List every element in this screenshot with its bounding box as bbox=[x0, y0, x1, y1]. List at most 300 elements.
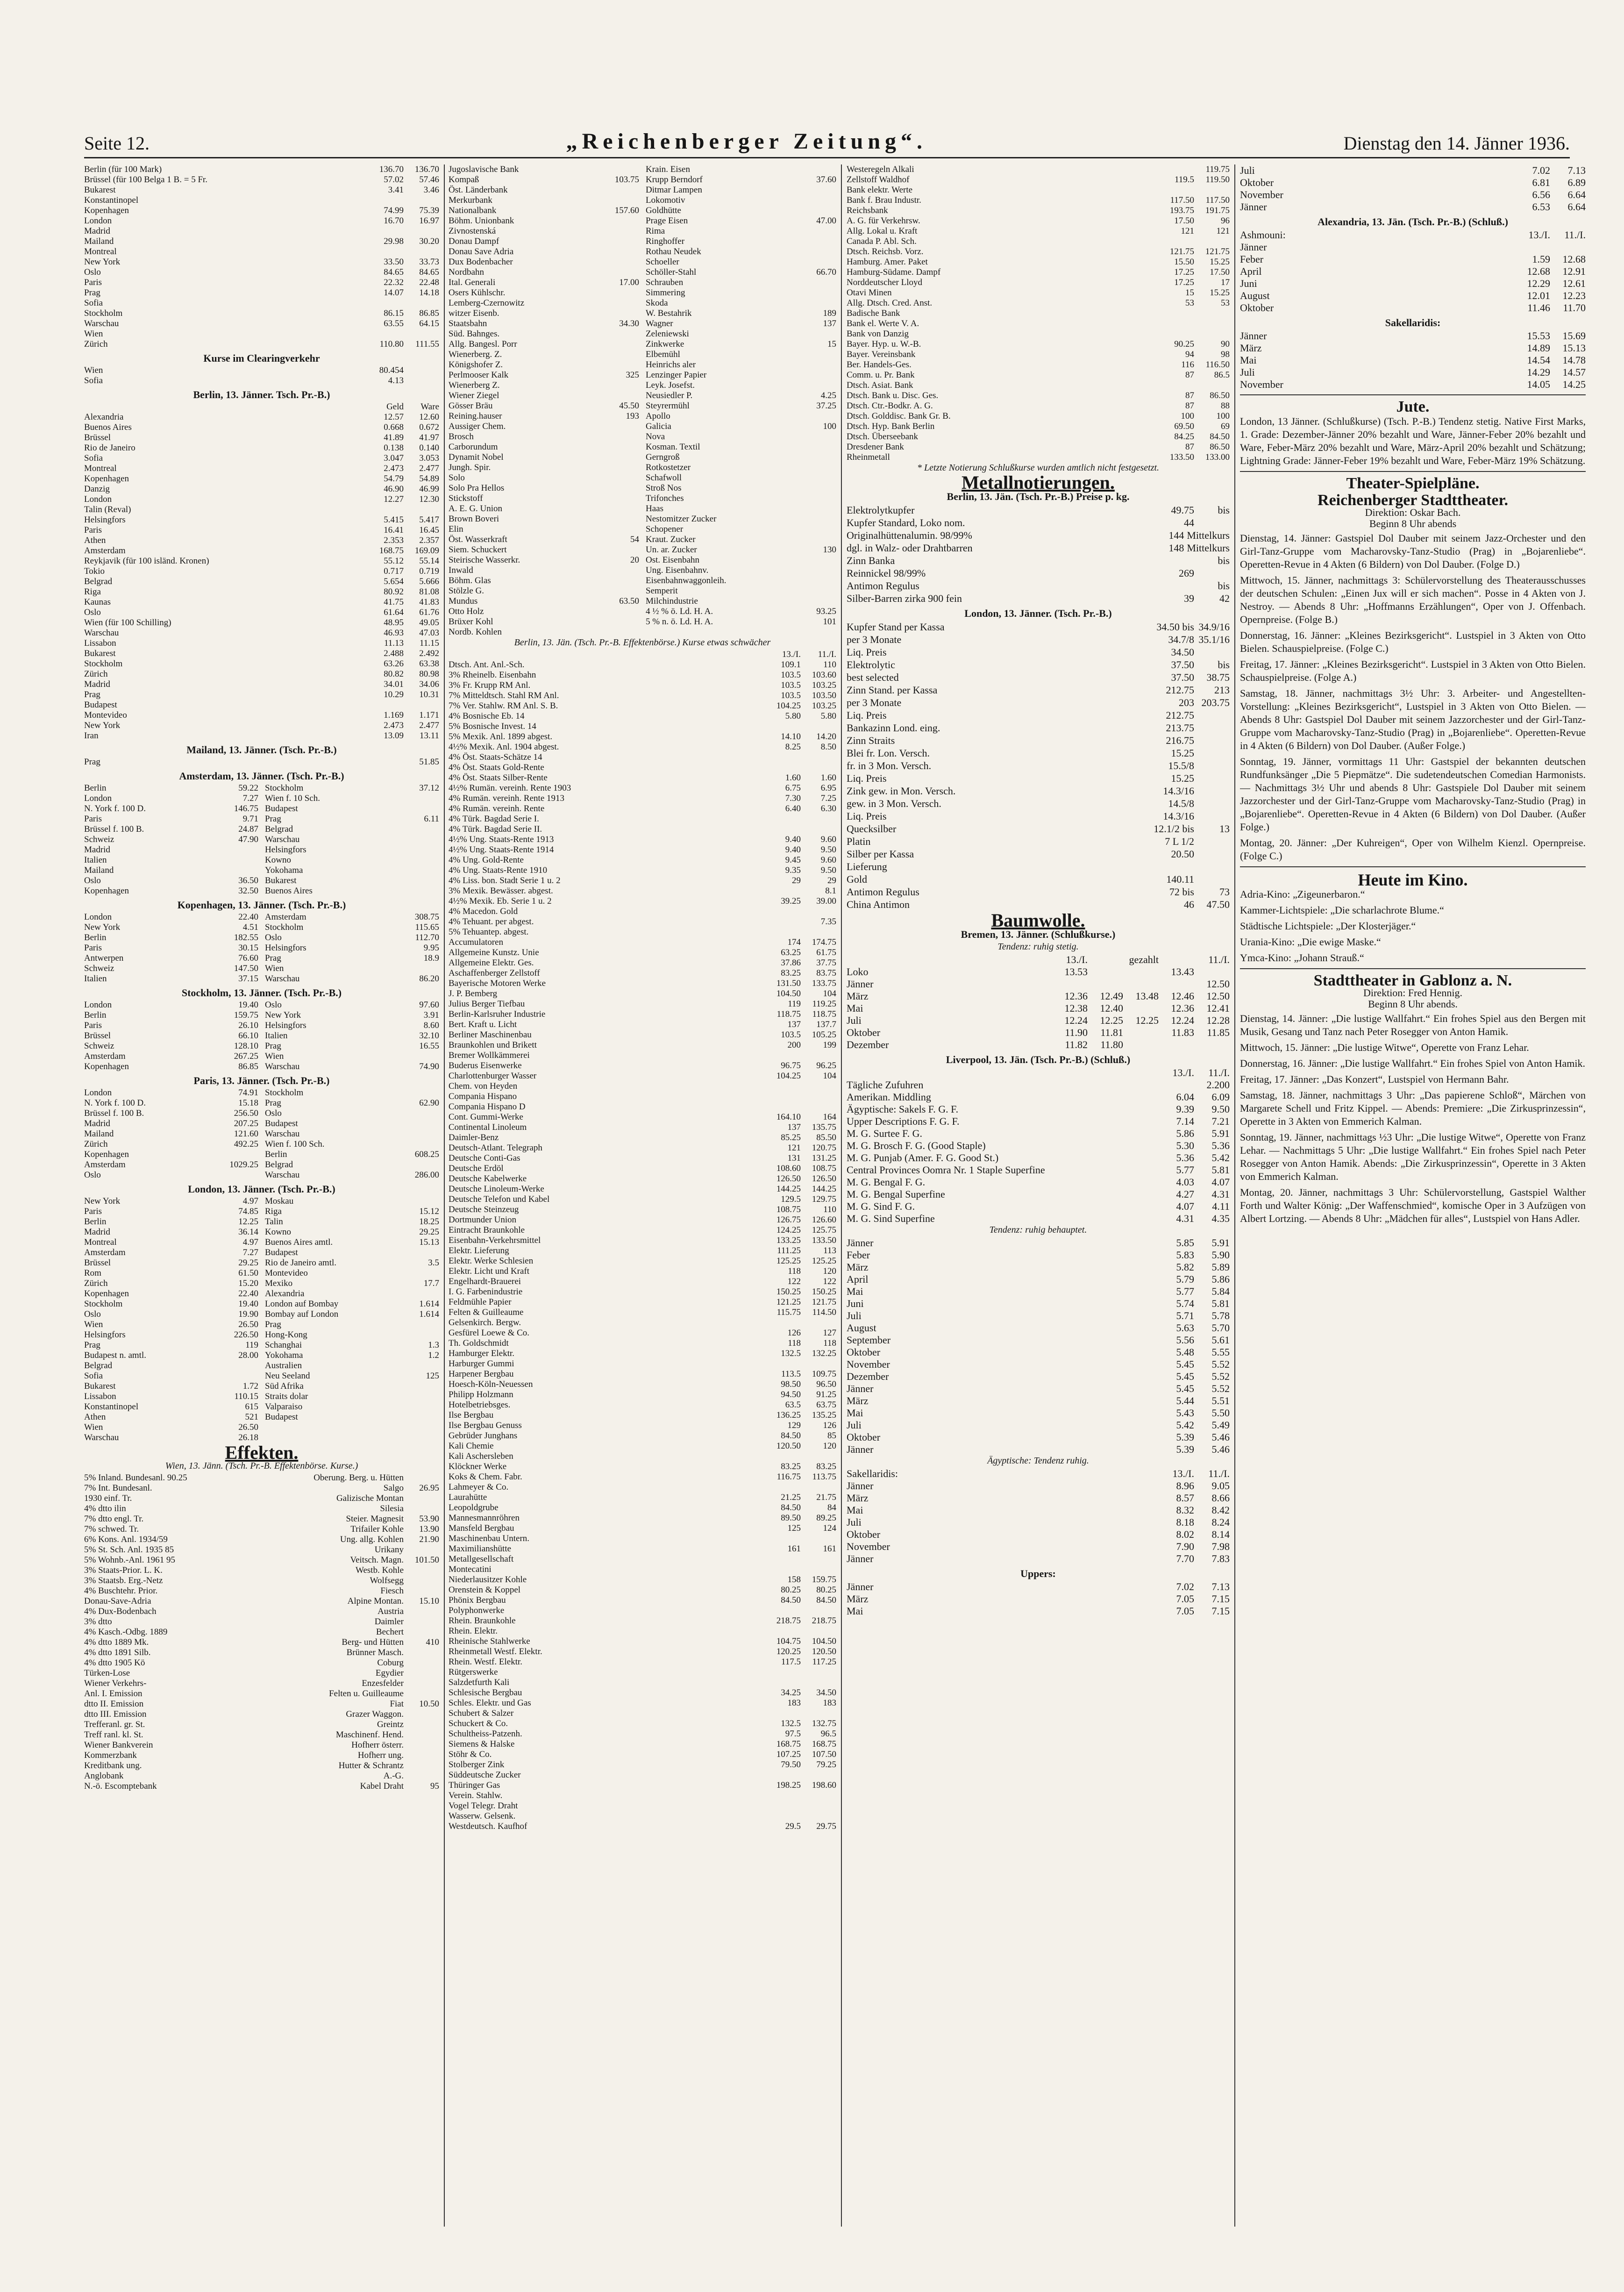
quote-name: Öst. Wasserkraft bbox=[449, 535, 507, 544]
quote-name: dtto II. Emission bbox=[84, 1699, 144, 1709]
quote-name: Rotkostetzer bbox=[646, 463, 691, 472]
quote-table-dual bbox=[84, 1196, 439, 1443]
quote-value: 199 bbox=[823, 1040, 836, 1050]
quote-name: Anglobank bbox=[84, 1771, 124, 1781]
quote-value: 49.75 bbox=[1171, 504, 1194, 516]
quote-value bbox=[801, 1678, 836, 1688]
quote-name: M. G. Surtee F. G. bbox=[847, 1128, 923, 1139]
quote-value: 41.97 bbox=[419, 433, 439, 443]
quote-value bbox=[604, 247, 639, 257]
quote-name: Rütgerswerke bbox=[449, 1667, 498, 1677]
quote-value bbox=[404, 855, 439, 865]
quote-value bbox=[765, 886, 801, 896]
quote-row bbox=[449, 783, 836, 793]
quote-name: Warschau bbox=[265, 1129, 300, 1139]
quote-row bbox=[84, 494, 439, 505]
quote-value: 15.18 bbox=[238, 1098, 258, 1108]
quote-name: Gerngroß bbox=[646, 452, 680, 462]
quote-value: 135.75 bbox=[812, 1122, 836, 1132]
quote-row bbox=[847, 1431, 1230, 1443]
quote-row bbox=[449, 411, 836, 421]
quote-value bbox=[368, 329, 404, 339]
quote-row bbox=[847, 990, 1230, 1002]
quote-value: 29.98 bbox=[384, 236, 404, 246]
quote-row bbox=[847, 1528, 1230, 1541]
quote-value: 0.719 bbox=[419, 566, 439, 576]
quote-name: Julius Berger Tiefbau bbox=[449, 999, 525, 1009]
quote-row bbox=[847, 1310, 1230, 1322]
quote-value bbox=[404, 1381, 439, 1392]
divider bbox=[1240, 968, 1586, 969]
quote-value: 5.81 bbox=[1211, 1298, 1230, 1309]
quote-value: 11./I. bbox=[1208, 954, 1230, 965]
quote-value: 132.25 bbox=[812, 1349, 836, 1358]
paragraph: Städtische Lichtspiele: „Der Klosterjäger.“ bbox=[1240, 920, 1416, 932]
quote-name: Th. Goldschmidt bbox=[449, 1338, 509, 1348]
quote-value: 269 bbox=[1179, 567, 1194, 579]
quote-row bbox=[84, 216, 439, 226]
quote-name: Oslo bbox=[265, 1000, 282, 1010]
paragraph: London, 13 Jänner. (Schlußkurse) (Tsch. P.-B.) Tendenz stetig. Native First Marks, 1. Grade: Dezember-Jänner 20% bezahlt und Ware, Jänner-Feber 20% bezahlt und Ware, Feber-März 20% bezahlt und Ware, März-April 20% bezahlt und Schätzung; Lightning Grade: Jänner-Feber 19% bezahlt und Ware, Feber-März 19% Schätzung. bbox=[1240, 415, 1586, 466]
quote-value: 5.43 bbox=[1176, 1407, 1194, 1419]
quote-value bbox=[801, 752, 836, 763]
quote-value: 46.90 bbox=[384, 484, 404, 494]
quote-value: 121.75 bbox=[1205, 247, 1230, 257]
quote-value bbox=[765, 1801, 801, 1811]
paragraph: Beginn 8 Uhr abends bbox=[1369, 518, 1457, 529]
quote-row bbox=[84, 628, 439, 638]
quote-value: 267.25 bbox=[234, 1051, 258, 1061]
quote-value: 2.473 bbox=[384, 721, 404, 730]
quote-row bbox=[449, 1410, 836, 1421]
quote-name: New York bbox=[84, 1196, 121, 1206]
quote-value: 89.50 bbox=[781, 1513, 801, 1523]
quote-value: 126.60 bbox=[812, 1215, 836, 1225]
quote-name: Zeleniewski bbox=[646, 329, 689, 339]
quote-name: Amsterdam bbox=[84, 546, 126, 556]
quote-row bbox=[84, 329, 439, 339]
quote-name: Cont. Gummi-Werke bbox=[449, 1112, 523, 1122]
quote-row bbox=[84, 1730, 439, 1740]
section-heading: Kopenhagen, 13. Jänner. (Tsch. Pr.-B.) bbox=[177, 899, 346, 911]
quote-value: 159.75 bbox=[812, 1575, 836, 1585]
quote-name: W. Bestahrik bbox=[646, 308, 692, 318]
quote-name: April bbox=[1240, 265, 1262, 277]
quote-value: 12.68 bbox=[1527, 265, 1550, 277]
quote-name: Madrid bbox=[84, 226, 110, 236]
quote-name: Eisenbahnwaggonleih. bbox=[646, 576, 727, 585]
quote-row bbox=[449, 421, 836, 432]
quote-value bbox=[404, 1607, 439, 1617]
quote-row bbox=[449, 216, 836, 226]
quote-table bbox=[847, 1581, 1230, 1617]
quote-name: Oktober bbox=[847, 1346, 881, 1358]
quote-name: Deutsche Kabelwerke bbox=[449, 1174, 527, 1184]
quote-value bbox=[801, 1359, 836, 1369]
quote-row bbox=[84, 1289, 439, 1299]
quote-value: 103.5 bbox=[781, 670, 801, 680]
quote-row bbox=[84, 886, 439, 896]
quote-row bbox=[449, 1328, 836, 1338]
quote-value: 12.25 bbox=[1135, 1014, 1159, 1026]
quote-name: 4% dtto 1889 Mk. bbox=[84, 1637, 149, 1647]
quote-value: 26.18 bbox=[238, 1433, 258, 1442]
quote-name: Berlin bbox=[84, 1217, 107, 1227]
quote-name: Belgrad bbox=[84, 577, 113, 586]
quote-value: 203 bbox=[1179, 697, 1194, 708]
quote-value: 3.41 bbox=[388, 185, 404, 195]
quote-value: 120 bbox=[823, 1266, 836, 1276]
quote-name: Liq. Preis bbox=[847, 772, 887, 784]
quote-value bbox=[404, 1088, 439, 1098]
quote-name: Riga bbox=[84, 587, 101, 597]
quote-value bbox=[604, 226, 639, 236]
section-heading: Heute im Kino. bbox=[1358, 871, 1468, 889]
column-theater bbox=[1240, 164, 1586, 2227]
quote-name: Brosch bbox=[449, 432, 474, 442]
quote-row bbox=[847, 195, 1230, 206]
quote-name: Prag bbox=[265, 953, 281, 963]
quote-value: 12.24 bbox=[1171, 1014, 1194, 1026]
quote-name: Süd Afrika bbox=[265, 1381, 304, 1391]
quote-table bbox=[847, 966, 1230, 1051]
quote-value bbox=[404, 804, 439, 814]
quote-value: 5.81 bbox=[1211, 1164, 1230, 1176]
quote-row bbox=[84, 319, 439, 329]
quote-value: 120.25 bbox=[776, 1647, 801, 1657]
column-currency bbox=[84, 164, 439, 2227]
quote-name: Quecksilber bbox=[847, 823, 897, 835]
quote-value bbox=[1194, 329, 1230, 339]
quote-row bbox=[847, 308, 1230, 319]
quote-value: 8.50 bbox=[820, 742, 836, 752]
quote-value bbox=[801, 524, 836, 535]
quote-name: Mai bbox=[847, 1407, 863, 1419]
quote-value bbox=[404, 845, 439, 855]
quote-value: 14.29 bbox=[1527, 366, 1550, 378]
quote-value bbox=[1123, 978, 1159, 990]
quote-row bbox=[84, 1720, 439, 1730]
quote-value bbox=[801, 596, 836, 607]
quote-row bbox=[847, 236, 1230, 247]
quote-row bbox=[449, 1492, 836, 1503]
quote-row bbox=[847, 785, 1230, 797]
quote-name: Gesfürel Loewe & Co. bbox=[449, 1328, 530, 1338]
quote-name: Schoeller bbox=[646, 257, 679, 267]
quote-name: Westdeutsch. Kaufhof bbox=[449, 1821, 527, 1831]
quote-value: 15.50 bbox=[1174, 257, 1194, 267]
quote-name: Nordb. Kohlen bbox=[449, 627, 502, 637]
quote-name: Jänner bbox=[847, 1443, 874, 1455]
quote-value bbox=[604, 473, 639, 483]
quote-name: Siemens & Halske bbox=[449, 1739, 515, 1749]
quote-value bbox=[604, 360, 639, 370]
quote-value: 105.25 bbox=[812, 1030, 836, 1040]
quote-row bbox=[449, 1821, 836, 1832]
quote-row bbox=[449, 886, 836, 896]
quote-value: 97.60 bbox=[419, 1000, 439, 1010]
paragraph: Dienstag, 14. Jänner: Gastspiel Dol Dauber mit seinem Jazz-Orchester und den Girl-Tanz-Gruppe vom Macharovsky-Tanz-Studio (Prag) in „Bojarenliebe“. Operetten-Revue in 4 Akten (6 Bildern) von Dol Dauber. (Folge D.) bbox=[1240, 532, 1586, 570]
quote-name: Sofia bbox=[84, 453, 103, 463]
quote-name: November bbox=[847, 1358, 890, 1370]
quote-row bbox=[449, 1503, 836, 1513]
quote-name: 4% Türk. Bagdad Serie II. bbox=[449, 824, 542, 834]
quote-value: 42 bbox=[1219, 593, 1230, 604]
quote-value: 615 bbox=[245, 1402, 258, 1412]
quote-value bbox=[404, 1576, 439, 1586]
quote-name: Gelsenkirch. Bergw. bbox=[449, 1318, 521, 1328]
quote-value: 7.15 bbox=[1211, 1605, 1230, 1617]
quote-name: Bank von Danzig bbox=[847, 329, 909, 339]
quote-value bbox=[1159, 1079, 1194, 1091]
quote-value: 5.46 bbox=[1211, 1431, 1230, 1443]
quote-row bbox=[84, 710, 439, 721]
quote-name: Schafwoll bbox=[646, 473, 682, 483]
quote-value bbox=[765, 1606, 801, 1616]
quote-value bbox=[765, 1770, 801, 1780]
quote-value: 33.73 bbox=[419, 257, 439, 267]
quote-name: Leopoldgrube bbox=[449, 1503, 499, 1513]
quote-value: Enzesfelder bbox=[362, 1678, 404, 1688]
quote-value: 103.5 bbox=[781, 691, 801, 700]
quote-value: 13.53 bbox=[1064, 966, 1088, 978]
quote-name: Thüringer Gas bbox=[449, 1780, 500, 1790]
quote-name: Rheinische Stahlwerke bbox=[449, 1636, 530, 1646]
quote-name: Böhm. Unionbank bbox=[449, 216, 514, 226]
quote-name: Stockholm bbox=[265, 783, 304, 793]
quote-value bbox=[404, 793, 439, 804]
quote-value: 66.10 bbox=[238, 1031, 258, 1041]
quote-value: 136.70 bbox=[414, 164, 439, 174]
quote-name: 4% dtto 1905 Kö bbox=[84, 1658, 145, 1668]
quote-row bbox=[847, 1419, 1230, 1431]
quote-name: Brüssel bbox=[84, 433, 111, 443]
quote-row bbox=[449, 927, 836, 937]
quote-value bbox=[404, 1586, 439, 1596]
quote-value: 1.2 bbox=[428, 1350, 439, 1360]
quote-value: 73 bbox=[1219, 886, 1230, 898]
quote-value: 11.85 bbox=[1207, 1027, 1230, 1038]
quote-name: Otto Holz bbox=[449, 607, 484, 616]
quote-name: Ringhoffer bbox=[646, 236, 685, 246]
quote-row bbox=[449, 855, 836, 865]
quote-value: 5.42 bbox=[1176, 1419, 1194, 1431]
quote-value: 79.25 bbox=[816, 1760, 836, 1770]
quote-value bbox=[765, 752, 801, 763]
quote-table bbox=[84, 164, 439, 350]
quote-value: 19.90 bbox=[238, 1309, 258, 1319]
quote-value bbox=[801, 565, 836, 576]
quote-name: 4% Ung. Staats-Rente 1910 bbox=[449, 865, 548, 875]
quote-name: Deutsch-Atlant. Telegraph bbox=[449, 1143, 542, 1153]
quote-value bbox=[765, 927, 801, 937]
quote-value: 203.75 bbox=[1201, 697, 1230, 708]
quote-value bbox=[604, 617, 639, 627]
quote-name: Jänner bbox=[847, 978, 874, 990]
quote-row bbox=[1240, 278, 1586, 290]
quote-value: 111.25 bbox=[777, 1246, 801, 1256]
quote-name: Paris bbox=[84, 1207, 102, 1216]
quote-row bbox=[449, 896, 836, 907]
quote-value: 11./I. bbox=[1208, 1067, 1230, 1078]
quote-value: 11.90 bbox=[1065, 1027, 1088, 1038]
quote-value: 37.50 bbox=[1171, 659, 1194, 671]
quote-name: Dtsch. Reichsb. Vorz. bbox=[847, 247, 924, 257]
quote-value bbox=[765, 721, 801, 732]
quote-value: 126.50 bbox=[776, 1174, 801, 1184]
quote-name: Felten & Guilleaume bbox=[449, 1307, 524, 1317]
quote-name: Canada P. Abl. Sch. bbox=[847, 236, 917, 246]
quote-row bbox=[84, 1740, 439, 1750]
quote-row bbox=[449, 1153, 836, 1164]
quote-name: Warschau bbox=[265, 1062, 300, 1071]
quote-row bbox=[449, 1020, 836, 1030]
quote-row bbox=[84, 1309, 439, 1320]
quote-value bbox=[404, 1493, 439, 1504]
quote-name: 4% Öst. Staats Gold-Rente bbox=[449, 763, 544, 772]
quote-value: Ung. allg. Kohlen bbox=[340, 1535, 404, 1544]
quote-value: 5.654 bbox=[384, 577, 404, 586]
quote-name: Allgemeine Kunstz. Unie bbox=[449, 948, 539, 957]
quote-name: Stockholm bbox=[84, 659, 123, 669]
quote-name: Talin (Reval) bbox=[84, 505, 131, 514]
quote-name: Bayer. Hyp. u. W.-B. bbox=[847, 339, 921, 349]
quote-name: Lissabon bbox=[84, 1392, 116, 1401]
quote-value: Austria bbox=[378, 1607, 404, 1616]
quote-row bbox=[847, 247, 1230, 257]
quote-value bbox=[404, 876, 439, 886]
quote-value: 87 bbox=[1185, 391, 1194, 400]
section-heading: Amsterdam, 13. Jänner. (Tsch. Pr.-B.) bbox=[179, 770, 344, 782]
quote-table bbox=[1240, 229, 1586, 241]
quote-name: 3% dtto bbox=[84, 1617, 112, 1627]
quote-value: 133.50 bbox=[812, 1235, 836, 1245]
quote-value: 131.25 bbox=[812, 1153, 836, 1163]
quote-row bbox=[84, 1678, 439, 1689]
quote-value bbox=[801, 1050, 836, 1061]
quote-name: Amsterdam bbox=[84, 1160, 126, 1170]
quote-name: Helsingfors bbox=[84, 515, 126, 525]
quote-value: 5.666 bbox=[419, 577, 439, 586]
quote-row bbox=[449, 329, 836, 339]
quote-value: 6.11 bbox=[424, 814, 439, 824]
quote-value: 48.95 bbox=[384, 618, 404, 628]
quote-value bbox=[604, 421, 639, 432]
quote-value bbox=[1194, 567, 1230, 579]
quote-value: 140.11 bbox=[1166, 873, 1194, 885]
quote-name: Eisenbahn-Verkehrsmittel bbox=[449, 1235, 541, 1245]
quote-row bbox=[449, 937, 836, 948]
quote-value: 10.29 bbox=[384, 690, 404, 700]
quote-value: 29.25 bbox=[419, 1227, 439, 1237]
quote-value: 9.40 bbox=[785, 835, 801, 844]
quote-row bbox=[449, 565, 836, 576]
quote-name: Oslo bbox=[84, 1309, 101, 1319]
quote-value bbox=[801, 257, 836, 267]
quote-value: 57.46 bbox=[419, 175, 439, 185]
quote-value bbox=[765, 1318, 801, 1328]
quote-value: 13.09 bbox=[384, 731, 404, 741]
quote-value: 21.75 bbox=[816, 1492, 836, 1502]
quote-value: Mittelkurs bbox=[1187, 529, 1230, 541]
quote-row bbox=[449, 742, 836, 752]
quote-value: 12.61 bbox=[1562, 278, 1586, 289]
quote-name: Anl. I. Emission bbox=[84, 1689, 142, 1699]
quote-value: 14.3/16 bbox=[1163, 810, 1194, 822]
quote-value: 11.15 bbox=[419, 638, 439, 648]
paragraph: Beginn 8 Uhr abends. bbox=[1368, 998, 1458, 1010]
quote-name: Juli bbox=[847, 1310, 862, 1321]
quote-row bbox=[449, 576, 836, 586]
quote-name: Warschau bbox=[265, 974, 300, 984]
quote-value bbox=[223, 845, 258, 855]
quote-value: 119.75 bbox=[1205, 164, 1230, 174]
quote-name: Zellstoff Waldhof bbox=[847, 175, 910, 185]
quote-value: 2.357 bbox=[419, 536, 439, 545]
quote-value bbox=[604, 514, 639, 524]
quote-value: 98 bbox=[1221, 350, 1230, 359]
quote-value: 3.46 bbox=[423, 185, 439, 195]
quote-name: Mai bbox=[847, 1002, 863, 1014]
quote-row bbox=[84, 943, 439, 953]
quote-name: Prag bbox=[84, 690, 100, 700]
quote-value: 126 bbox=[787, 1328, 801, 1338]
quote-name: Donau Save Adria bbox=[449, 247, 514, 257]
quote-value bbox=[801, 535, 836, 545]
quote-value: 218.75 bbox=[776, 1616, 801, 1626]
quote-value: 198.60 bbox=[812, 1780, 836, 1790]
quote-row bbox=[449, 1133, 836, 1143]
quote-value bbox=[604, 329, 639, 339]
quote-value: 118 bbox=[788, 1266, 801, 1276]
quote-value: 4.03 bbox=[1176, 1176, 1194, 1188]
quote-name: Budapest bbox=[265, 1119, 298, 1128]
quote-name: A. G. für Verkehrsw. bbox=[847, 216, 920, 226]
quote-row bbox=[84, 236, 439, 247]
quote-row bbox=[449, 267, 836, 278]
quote-row bbox=[847, 810, 1230, 822]
quote-value bbox=[801, 493, 836, 504]
quote-name: Kompaß bbox=[449, 175, 479, 185]
quote-value: 12.36 bbox=[1064, 990, 1088, 1002]
quote-value: 85.25 bbox=[781, 1133, 801, 1142]
quote-value bbox=[801, 1667, 836, 1678]
quote-value: 125.25 bbox=[812, 1256, 836, 1266]
quote-value bbox=[801, 907, 836, 917]
quote-value: 158 bbox=[787, 1575, 801, 1585]
quote-value: Alpine Montan. bbox=[347, 1596, 404, 1606]
quote-value: 3.91 bbox=[423, 1010, 439, 1020]
quote-value: 34.9/16 bbox=[1198, 621, 1230, 633]
quote-value bbox=[1159, 860, 1194, 873]
quote-name: Haas bbox=[646, 504, 663, 514]
quote-value: 80.25 bbox=[816, 1585, 836, 1595]
quote-row bbox=[847, 898, 1230, 911]
quote-name: M. G. Sind Superfine bbox=[847, 1213, 935, 1224]
quote-name: Simmering bbox=[646, 288, 685, 298]
quote-name: Kopenhagen bbox=[84, 1062, 129, 1071]
quote-table-dual bbox=[84, 1000, 439, 1072]
quote-value: 100 bbox=[1181, 411, 1194, 421]
quote-name: Italien bbox=[265, 1031, 288, 1041]
quote-row bbox=[449, 1277, 836, 1287]
quote-name: London auf Bombay bbox=[265, 1299, 339, 1309]
quote-name: M. G. Brosch F. G. (Good Staple) bbox=[847, 1140, 986, 1151]
quote-value: 5.79 bbox=[1176, 1273, 1194, 1285]
quote-value bbox=[801, 721, 836, 732]
quote-value: 3.5 bbox=[428, 1258, 439, 1268]
quote-row bbox=[449, 1225, 836, 1235]
